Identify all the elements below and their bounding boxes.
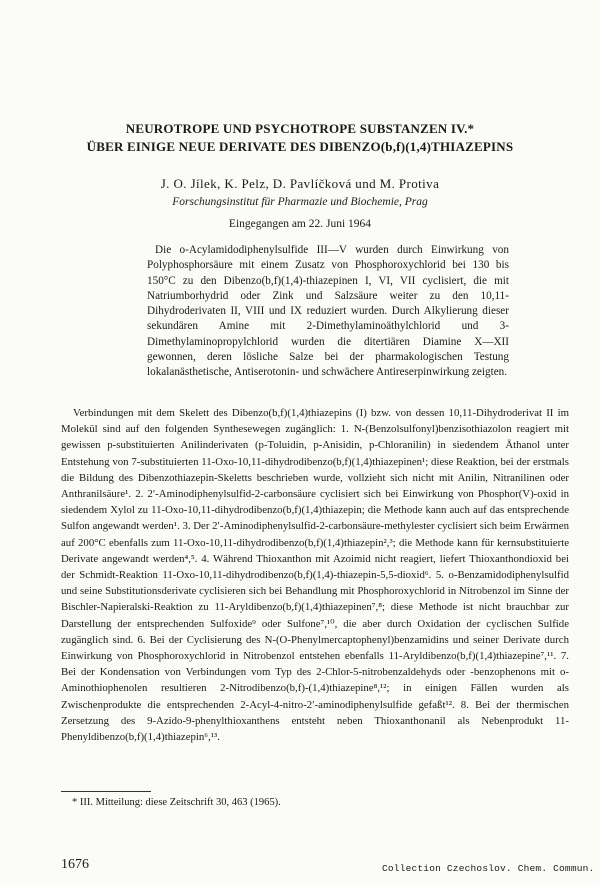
received-date: Eingegangen am 22. Juni 1964 (228, 218, 372, 230)
journal-name: Collection Czechoslov. Chem. Commun. (382, 863, 595, 874)
article-title-line2: ÜBER EINIGE NEUE DERIVATE DES DIBENZO(b,f)(1,4)THIAZEPINS (86, 139, 514, 154)
affiliation: Forschungsinstitut für Pharmazie und Biochemie, Prag (172, 196, 428, 208)
abstract: Die o-Acylamidodiphenylsulfide III—V wurden durch Einwirkung von Polyphosphorsäure mit einem Zusatz von Phosphoroxychlorid bei 130 bis 150°C zu den Dibenzo(b,f)(1,4)-thiazepinen I, VI, VII cyclisiert, die mit Natriumborhydrid oder Zink und Salzsäure weiter zu den 10,11-Dihydroderivaten II, VIII und IX reduziert wurden. Durch Alkylierung dieser sekundären Amine mit 2-Dimethylaminoäthylchlorid und 3-Dimethylaminopropylchlorid wurden die ditertiären Diamine X—XII gewonnen, deren lösliche Salze bei der pharmakologischen Testung lokalanästhetische, Antiserotonin- und schwächere Antireserpinwirkung zeigten. (147, 244, 509, 379)
article-title-line1: NEUROTROPE UND PSYCHOTROPE SUBSTANZEN IV.* (125, 121, 475, 136)
footnote-divider (61, 791, 151, 792)
author-list: J. O. Jílek, K. Pelz, D. Pavlíčková und M. Protiva (160, 176, 440, 191)
page-number: 1676 (61, 857, 89, 872)
body-paragraph: Verbindungen mit dem Skelett des Dibenzo(b,f)(1,4)thiazepins (I) bzw. von dessen 10,11-Dihydroderivat II im Molekül sind auf den folgenden Synthesewegen zugänglich: 1. N-(Benzolsulfonyl)benzisothiazolon reagiert mit gewissen p-substituierten Anilinderivaten (p-Toluidin, p-Anisidin, p-Chloranilin) in siedendem Äthanol unter Entstehung von 7-substituierten 11-Oxo-10,11-dihydrodibenzo(b,f)(1,4)thiazepinen¹; diese Reaktion, bei der erstmals die Bildung des Dibenzothiazepin-Skeletts beschrieben wurde, vollzieht sich nicht mit Anilin, Nitranilinen oder Anthranilsäure¹. 2. 2′-Aminodiphenylsulfid-2-carbonsäure cyclisiert sich bei Einwirkung von Phosphor(V)-oxid in siedendem Xylol zu 11-Oxo-10,11-dihydrodibenzo(b,f)(1,4)thiazepin; die Methode kann auch auf das entsprechende Sulfon angewandt werden¹. 3. Der 2′-Aminodiphenylsulfid-2-carbonsäure-methylester cyclisiert sich beim Erwärmen auf 200°C ebenfalls zum 11-Oxo-10,11-dihydrodibenzo(b,f)(1,4)thiazepin²,³; die Methode kann für kernsubstituierte Derivate angewandt werden⁴,⁵. 4. Während Thioxanthon mit Azoimid nicht reagiert, liefert Thioxanthondioxid bei der Schmidt-Reaktion 11-Oxo-10,11-dihydrodibenzo(b,f)(1,4)-thiazepin-5,5-dioxid⁶. 5. o-Benzamidodiphenylsulfid und seine Substitutionsderivate cyclisieren sich bei Behandlung mit Phosphoroxychlorid in Nitrobenzol im Sinne der Bischler-Napieralski-Reaktion zu 11-Aryldibenzo(b,f)(1,4)thiazepinen⁷,⁸; diese Methode ist nicht brauchbar zur Darstellung der entsprechenden Sulfoxide⁹ oder Sulfone⁷,¹⁰, die aber durch Oxidation der cyclischen Sulfide zugänglich sind. 6. Bei der Cyclisierung des N-(O-Phenylmercaptophenyl)benzamidins und seiner Derivate durch Einwirkung von Phosphoroxychlorid in Nitrobenzol entstehen ebenfalls 11-Aryldibenzo(b,f)(1,4)thiazepine⁷,¹¹. 7. Bei der Kondensation von Verbindungen vom Typ des 2-Chlor-5-nitrobenzaldehyds oder -benzophenons mit o-Aminothiophenolen resultieren 2-Nitrodibenzo(b,f)-(1,4)thiazepine⁸,¹²; in einigen Fällen wurden als Zwischenprodukte die entsprechenden 2-Acyl-4-nitro-2′-aminodiphenylsulfide gefaßt¹². 8. Bei der thermischen Zersetzung des 9-Azido-9-phenylthioxanthens entsteht neben Thioxanthonanil als Nebenprodukt 11-Phenyldibenzo(b,f)(1,4)thiazepin⁶,¹³. (61, 407, 569, 744)
footnote: * III. Mitteilung: diese Zeitschrift 30, 463 (1965). (72, 797, 281, 808)
